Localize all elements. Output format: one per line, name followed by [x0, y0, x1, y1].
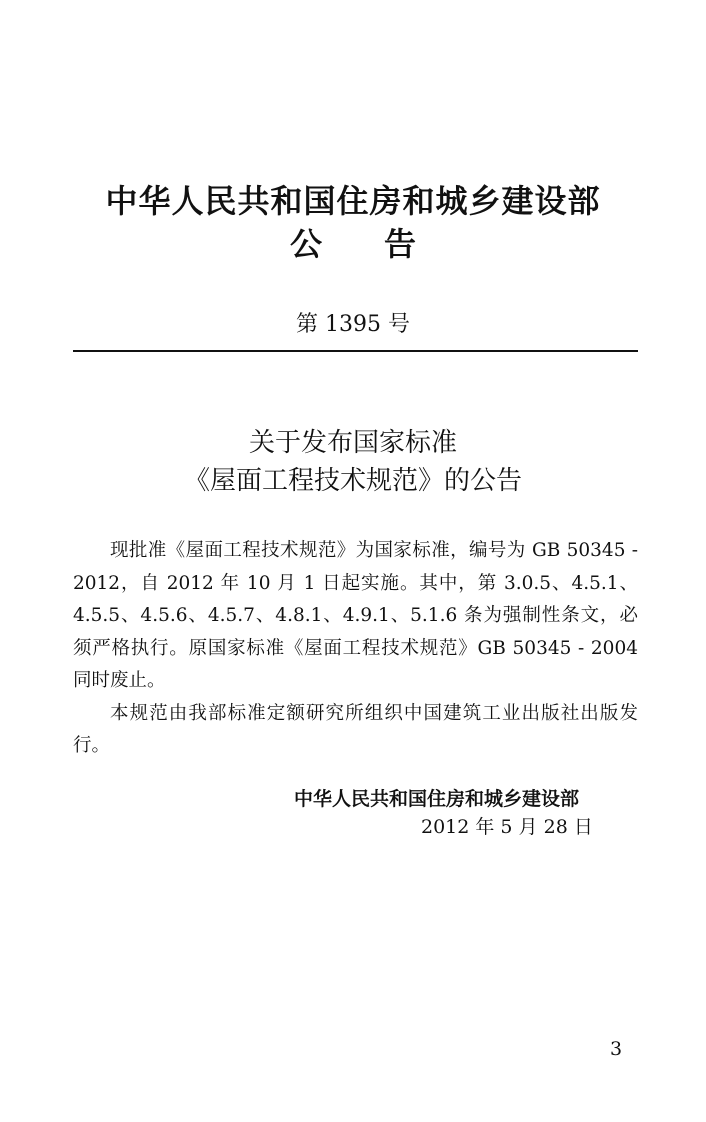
body-paragraph-2: 本规范由我部标准定额研究所组织中国建筑工业出版社出版发行。 [73, 702, 638, 756]
notice-number: 第 1395 号 [296, 312, 410, 337]
notice-body [73, 535, 638, 763]
notice-subject [0, 424, 706, 500]
subject-line-1: 关于发布国家标准 [248, 428, 457, 458]
signature-organization: 中华人民共和国住房和城乡建设部 [294, 788, 580, 810]
signature-date: 2012 年 5 月 28 日 [421, 816, 593, 838]
notice-heading: 公告 [289, 225, 478, 263]
subject-line-2: 《屋面工程技术规范》的公告 [183, 466, 522, 496]
page-number: 3 [610, 1038, 623, 1060]
ministry-title: 中华人民共和国住房和城乡建设部 [105, 182, 601, 220]
divider-rule [73, 350, 638, 352]
body-paragraph-1: 现批准《屋面工程技术规范》为国家标准，编号为 GB 50345 - 2012，自 2012 年 10 月 1 日起实施。其中，第 3.0.5、4.5.1、4.5.5、4.5.6、4.5.7、4.8.1、4.9.1、5.1.6 条为强制性条文，必须严格执行。原国家标准《屋面工程技术规范》GB 50345 - 2004 同时废止。 [73, 540, 638, 691]
